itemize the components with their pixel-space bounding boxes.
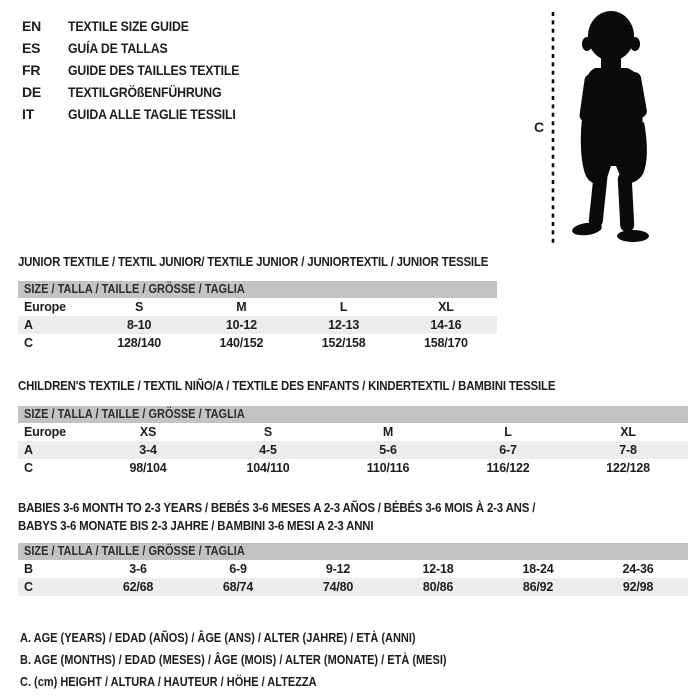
height-measure-figure — [530, 8, 698, 248]
language-row — [22, 81, 263, 103]
language-code: EN — [22, 18, 42, 34]
table-row — [18, 298, 497, 316]
table-title: BABIES 3-6 MONTH TO 2-3 YEARS / BEBÉS 3-6 MESES A 2-3 AÑOS / BÉBÉS 3-6 MOIS À 2-3 ANS / BABYS 3-6 MONATE BIS 2-3 JAHRE / BAMBINI 3-6 MESI A 2-3 ANNI — [18, 500, 536, 533]
table-row — [18, 459, 688, 477]
language-row — [22, 37, 263, 59]
size-cell: L — [504, 425, 512, 439]
size-cell: 110/116 — [366, 461, 410, 475]
language-title: GUÍA DE TALLAS — [68, 40, 168, 56]
size-cell: 12-18 — [422, 562, 454, 576]
size-header-band: SIZE / TALLA / TAILLE / GRÖSSE / TAGLIA — [18, 281, 497, 298]
row-label: C — [24, 461, 33, 475]
language-code: IT — [22, 106, 35, 122]
language-code: ES — [22, 40, 41, 56]
babies-textile-table — [18, 499, 688, 596]
size-cell: XL — [438, 300, 454, 314]
row-label: A — [24, 318, 33, 332]
table-title: JUNIOR TEXTILE / TEXTIL JUNIOR/ TEXTILE JUNIOR / JUNIORTEXTIL / JUNIOR TESSILE — [18, 254, 489, 269]
size-cell: M — [382, 425, 394, 439]
size-cell: 86/92 — [522, 580, 554, 594]
row-label: Europe — [24, 425, 66, 439]
row-label: Europe — [24, 300, 66, 314]
language-title: GUIDA ALLE TAGLIE TESSILI — [68, 106, 236, 122]
size-header-band: SIZE / TALLA / TAILLE / GRÖSSE / TAGLIA — [18, 406, 688, 423]
size-cell: 10-12 — [225, 318, 257, 332]
note-line: C. (cm) HEIGHT / ALTURA / HAUTEUR / HÖHE / ALTEZZA — [20, 675, 317, 689]
legend-notes — [20, 627, 505, 693]
size-cell: 14-16 — [430, 318, 462, 332]
size-cell: 152/158 — [321, 336, 366, 350]
size-cell: 12-13 — [328, 318, 360, 332]
baby-silhouette-icon — [530, 8, 698, 248]
language-row — [22, 15, 263, 37]
language-title-list — [22, 15, 263, 125]
childrens-textile-table — [18, 378, 688, 477]
size-cell: 6-9 — [229, 562, 247, 576]
row-label: A — [24, 443, 33, 457]
size-header-band: SIZE / TALLA / TAILLE / GRÖSSE / TAGLIA — [18, 543, 688, 560]
size-cell: XL — [620, 425, 636, 439]
size-cell: 122/128 — [606, 461, 650, 475]
size-cell: XS — [139, 425, 157, 439]
row-label: C — [24, 336, 33, 350]
measure-label-c: C — [534, 119, 545, 135]
table-title: CHILDREN'S TEXTILE / TEXTIL NIÑO/A / TEXTILE DES ENFANTS / KINDERTEXTIL / BAMBINI TESSILE — [18, 378, 556, 393]
size-cell: 140/152 — [219, 336, 264, 350]
table-row — [18, 578, 688, 596]
size-cell: 98/104 — [129, 461, 167, 475]
size-cell: S — [135, 300, 144, 314]
size-cell: 92/98 — [622, 580, 654, 594]
size-cell: M — [236, 300, 247, 314]
size-cell: 68/74 — [222, 580, 254, 594]
junior-textile-table — [18, 254, 497, 352]
table-row — [18, 334, 497, 352]
size-cell: 3-4 — [139, 443, 157, 457]
size-cell: 62/68 — [122, 580, 154, 594]
note-line: A. AGE (YEARS) / EDAD (AÑOS) / ÂGE (ANS) / ALTER (JAHRE) / ETÀ (ANNI) — [20, 631, 416, 645]
table-row — [18, 441, 688, 459]
size-cell: 80/86 — [422, 580, 454, 594]
size-cell: 9-12 — [325, 562, 351, 576]
size-cell: 18-24 — [522, 562, 554, 576]
size-cell: S — [263, 425, 273, 439]
size-cell: 3-6 — [129, 562, 147, 576]
size-cell: 5-6 — [379, 443, 397, 457]
size-cell: 6-7 — [499, 443, 517, 457]
size-cell: 24-36 — [622, 562, 654, 576]
size-cell: L — [339, 300, 348, 314]
language-title: GUIDE DES TAILLES TEXTILE — [68, 62, 240, 78]
size-cell: 158/170 — [423, 336, 468, 350]
size-cell: 4-5 — [259, 443, 277, 457]
language-row — [22, 103, 263, 125]
note-line: B. AGE (MONTHS) / EDAD (MESES) / ÂGE (MOIS) / ALTER (MONATE) / ETÀ (MESI) — [20, 653, 447, 667]
size-cell: 8-10 — [127, 318, 152, 332]
size-cell: 74/80 — [322, 580, 354, 594]
language-title: TEXTILE SIZE GUIDE — [68, 18, 189, 34]
language-code: DE — [22, 84, 42, 100]
language-code: FR — [22, 62, 41, 78]
table-row — [18, 423, 688, 441]
language-title: TEXTILGRÖßENFÜHRUNG — [68, 84, 222, 100]
size-cell: 7-8 — [619, 443, 637, 457]
language-row — [22, 59, 263, 81]
table-row — [18, 316, 497, 334]
table-row — [18, 560, 688, 578]
row-label: B — [24, 562, 33, 576]
size-cell: 116/122 — [486, 461, 530, 475]
size-cell: 128/140 — [117, 336, 162, 350]
row-label: C — [24, 580, 33, 594]
size-cell: 104/110 — [246, 461, 290, 475]
